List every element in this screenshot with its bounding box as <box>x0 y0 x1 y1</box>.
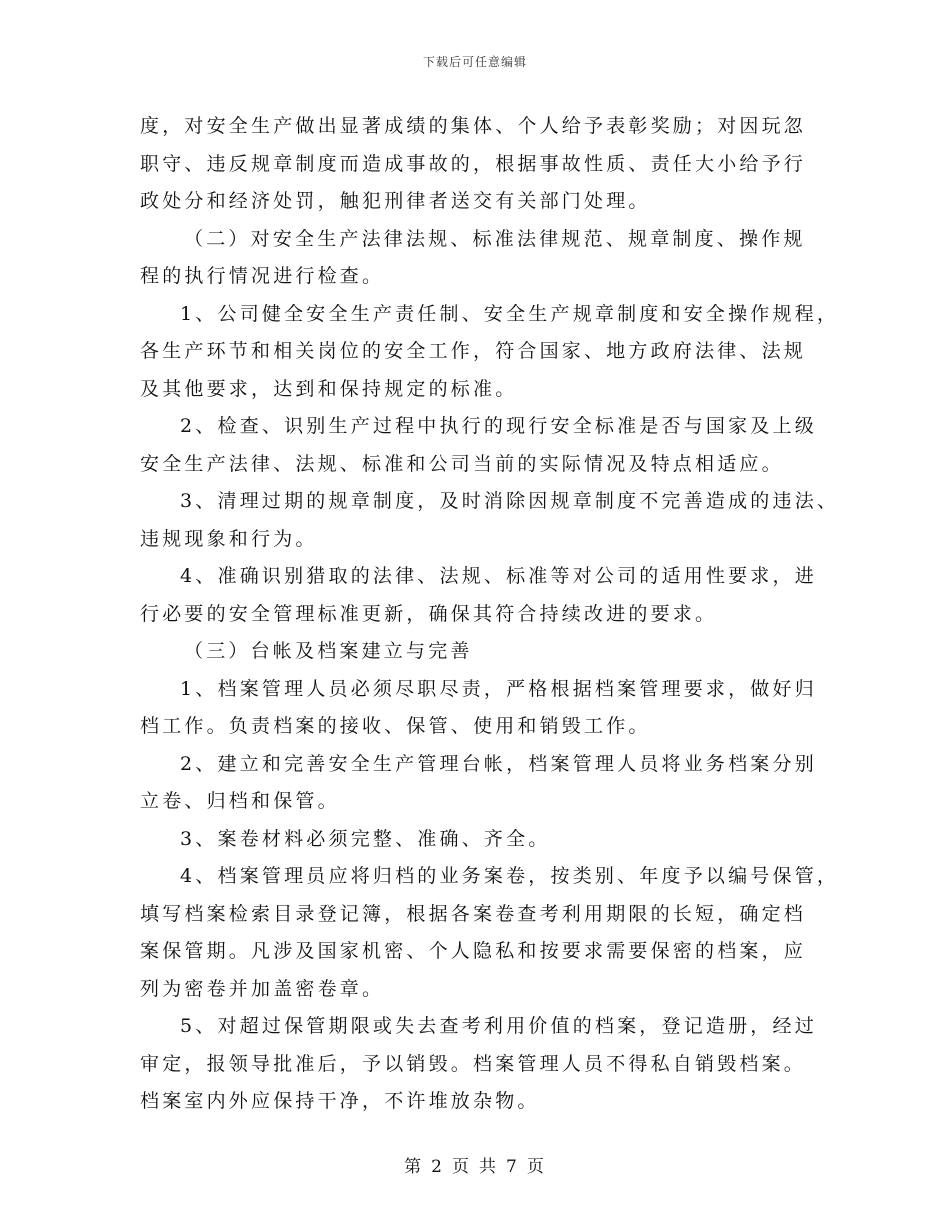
section-heading: （三）台帐及档案建立与完善 <box>184 640 473 662</box>
current-page-number: 2 <box>431 1157 444 1177</box>
text-line: 2、建立和完善安全生产管理台帐，档案管理人员将业务档案分别 <box>180 752 817 775</box>
text-line: 档案室内外应保持干净，不许堆放杂物。 <box>140 1090 540 1112</box>
text-line: 3、清理过期的规章制度，及时消除因规章制度不完善造成的违法、 <box>180 490 840 512</box>
text-line: 安全生产法律、法规、标准和公司当前的实际情况及特点相适应。 <box>140 452 784 475</box>
text-line: 审定，报领导批准后，予以销毁。档案管理人员不得私自销毁档案。 <box>140 1052 807 1075</box>
total-page-number: 7 <box>506 1157 519 1177</box>
text-line: 1、档案管理人员必须尽职尽责，严格根据档案管理要求，做好归 <box>180 677 817 700</box>
document-body <box>140 108 840 1121</box>
text-line: 及其他要求，达到和保持规定的标准。 <box>140 377 518 400</box>
text-line: 立卷、归档和保管。 <box>140 790 340 812</box>
footer-suffix: 页 <box>526 1157 546 1177</box>
text-line: 列为密卷并加盖密卷章。 <box>140 977 385 1000</box>
text-line: 行必要的安全管理标准更新，确保其符合持续改进的要求。 <box>140 602 718 625</box>
text-line: 2、检查、识别生产过程中执行的现行安全标准是否与国家及上级 <box>180 415 817 437</box>
text-line: 违规现象和行为。 <box>140 527 318 550</box>
section-heading: （二）对安全生产法律法规、标准法律规范、规章制度、操作规 <box>184 227 806 250</box>
footer-page-word: 页 <box>452 1157 471 1177</box>
text-line: 4、准确识别猎取的法律、法规、标准等对公司的适用性要求，进 <box>180 565 817 587</box>
text-line: 档工作。负责档案的接收、保管、使用和销毁工作。 <box>140 715 651 737</box>
page-header: 下载后可任意编辑 <box>422 55 527 69</box>
text-line: 填写档案检索目录登记簿，根据各案卷查考利用期限的长短，确定档 <box>140 902 807 925</box>
footer-total-word: 共 <box>479 1157 498 1177</box>
text-line: 政处分和经济处罚，触犯刑律者送交有关部门处理。 <box>140 190 651 212</box>
text-line: 职守、违反规章制度而造成事故的，根据事故性质、责任大小给予行 <box>140 152 807 175</box>
text-line: 案保管期。凡涉及国家机密、个人隐私和按要求需要保密的档案，应 <box>140 940 807 962</box>
footer-prefix: 第 <box>404 1157 424 1177</box>
page-footer <box>0 1152 950 1177</box>
text-line: 程的执行情况进行检查。 <box>140 265 385 287</box>
text-line: 4、档案管理员应将归档的业务案卷，按类别、年度予以编号保管， <box>180 865 840 887</box>
text-line: 3、案卷材料必须完整、准确、齐全。 <box>180 827 551 850</box>
text-line: 各生产环节和相关岗位的安全工作，符合国家、地方政府法律、法规 <box>140 340 807 362</box>
text-line: 1、公司健全安全生产责任制、安全生产规章制度和安全操作规程， <box>180 302 840 325</box>
text-line: 5、对超过保管期限或失去查考利用价值的档案，登记造册，经过 <box>180 1015 817 1037</box>
text-line: 度，对安全生产做出显著成绩的集体、个人给予表彰奖励；对因玩忽 <box>140 115 807 137</box>
